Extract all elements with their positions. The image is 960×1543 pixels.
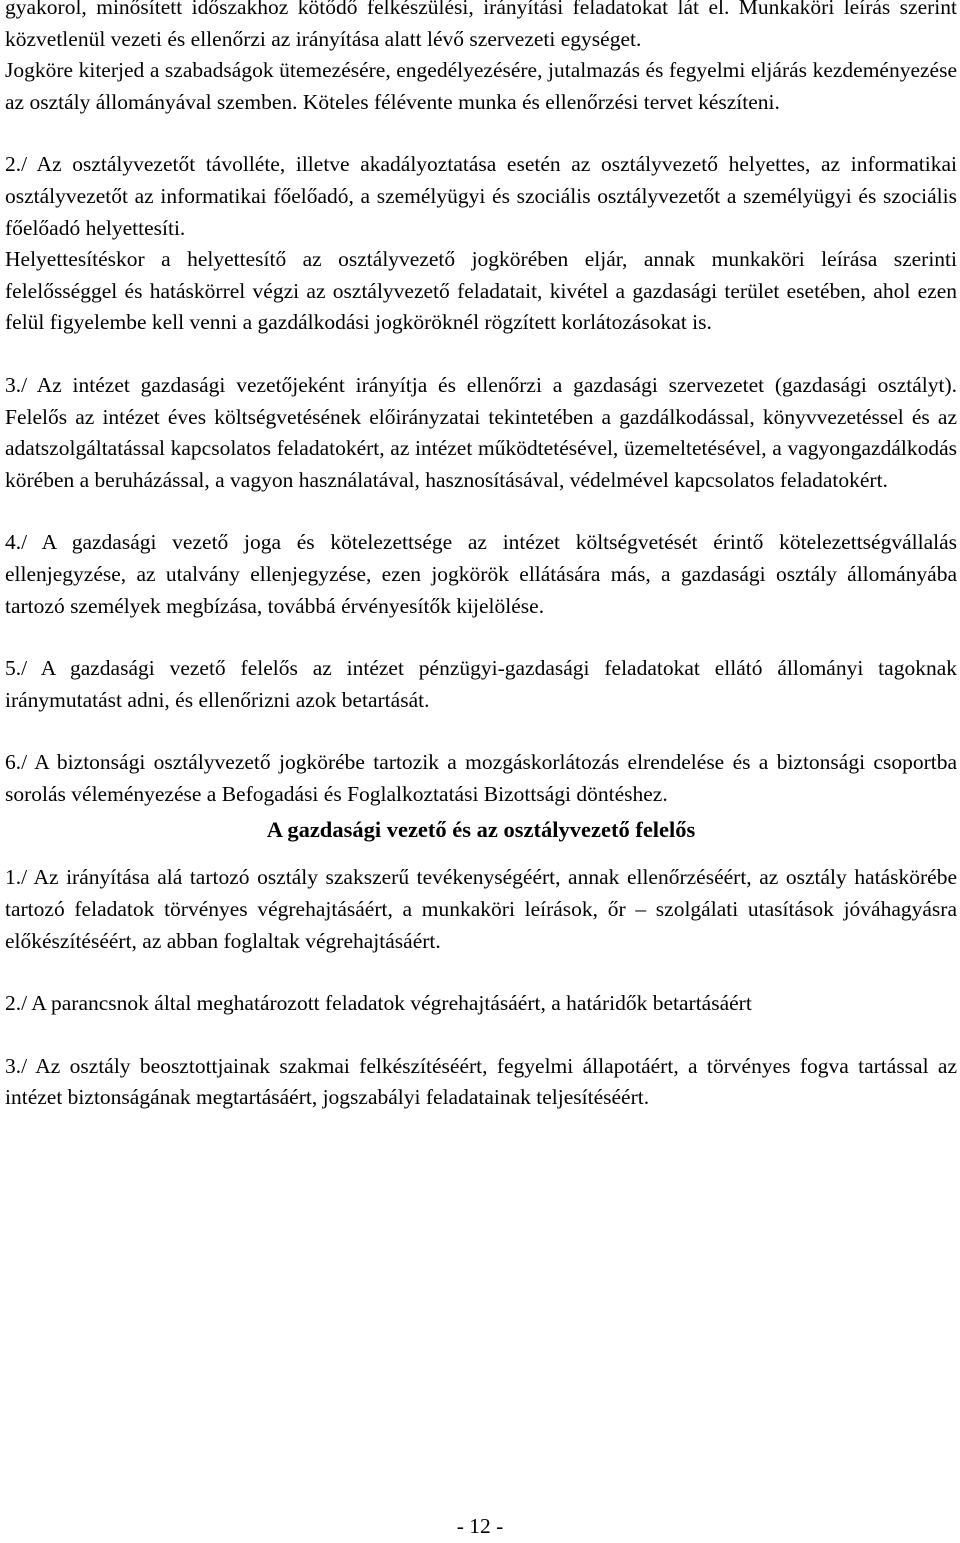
- paragraph-responsibility-2: 2./ A parancsnok által meghatározott feladatok végrehajtásáért, a határidők betartásáért: [5, 991, 752, 1016]
- paragraph-point-4: 4./ A gazdasági vezető joga és kötelezettsége az intézet költségvetését érintő kötelezettségvállalás ellenjegyzése, az utalvány ellenjegyzése, ezen jogkörök ellátására más, a gazdasági osztály állományába tartozó személyek megbízása, továbbá érvényesítők kijelölése.: [5, 530, 957, 618]
- paragraph-point-6: 6./ A biztonsági osztályvezető jogkörébe tartozik a mozgáskorlátozás elrendelése és a biztonsági csoportba sorolás véleményezése a Befogadási és Foglalkoztatási Bizottsági döntéshez.: [5, 750, 957, 806]
- paragraph-point-5: 5./ A gazdasági vezető felelős az intézet pénzügyi-gazdasági feladatokat ellátó állományi tagoknak iránymutatást adni, és ellenőrizni azok betartását.: [5, 656, 957, 712]
- paragraph-point-2-substitution: Helyettesítéskor a helyettesítő az osztályvezető jogkörében eljár, annak munkaköri leírása szerinti felelősséggel és hatáskörrel végzi az osztályvezető feladatait, kivétel a gazdasági terület esetében, ahol ezen felül figyelembe kell venni a gazdálkodási jogköröknél rögzített korlátozásokat is.: [5, 247, 957, 335]
- section-heading: A gazdasági vezető és az osztályvezető felelős: [266, 817, 696, 843]
- page-number: - 12 -: [456, 1514, 504, 1538]
- paragraph-intro-1: gyakorol, minősített időszakhoz kötődő felkészülési, irányítási feladatokat lát el. Munkaköri leírás szerint közvetlenül vezeti és ellenőrzi az irányítása alatt lévő szervezeti egységet.: [5, 0, 957, 51]
- paragraph-point-2: 2./ Az osztályvezetőt távolléte, illetve akadályoztatása esetén az osztályvezető helyettes, az informatikai osztályvezetőt az informatikai főelőadó, a személyügyi és szociális osztályvezetőt a személyügyi és szociális főelőadó helyettesíti.: [5, 152, 957, 240]
- paragraph-intro-2: Jogköre kiterjed a szabadságok ütemezésére, engedélyezésére, jutalmazás és fegyelmi eljárás kezdeményezése az osztály állományával szemben. Köteles félévente munka és ellenőrzési tervet készíteni.: [5, 58, 957, 114]
- document-page: [5, 0, 957, 1114]
- paragraph-responsibility-1: 1./ Az irányítása alá tartozó osztály szakszerű tevékenységéért, annak ellenőrzéséért, az osztály hatáskörébe tartozó feladatok törvényes végrehajtásáért, a munkaköri leírások, őr – szolgálati utasítások jóváhagyásra előkészítéséért, az abban foglaltak végrehajtásáért.: [5, 865, 957, 953]
- paragraph-point-3: 3./ Az intézet gazdasági vezetőjeként irányítja és ellenőrzi a gazdasági szervezetet (gazdasági osztályt). Felelős az intézet éves költségvetésének előirányzatai tekintetében a gazdálkodással, könyvvezetéssel és az adatszolgáltatással kapcsolatos feladatokért, az intézet működtetésével, üzemeltetésével, a vagyongazdálkodás körében a beruházással, a vagyon használatával, hasznosításával, védelmével kapcsolatos feladatokért.: [5, 372, 957, 492]
- paragraph-responsibility-3: 3./ Az osztály beosztottjainak szakmai felkészítéséért, fegyelmi állapotáért, a törvényes fogva tartással az intézet biztonságának megtartásáért, jogszabályi feladatainak teljesítéséért.: [5, 1053, 957, 1110]
